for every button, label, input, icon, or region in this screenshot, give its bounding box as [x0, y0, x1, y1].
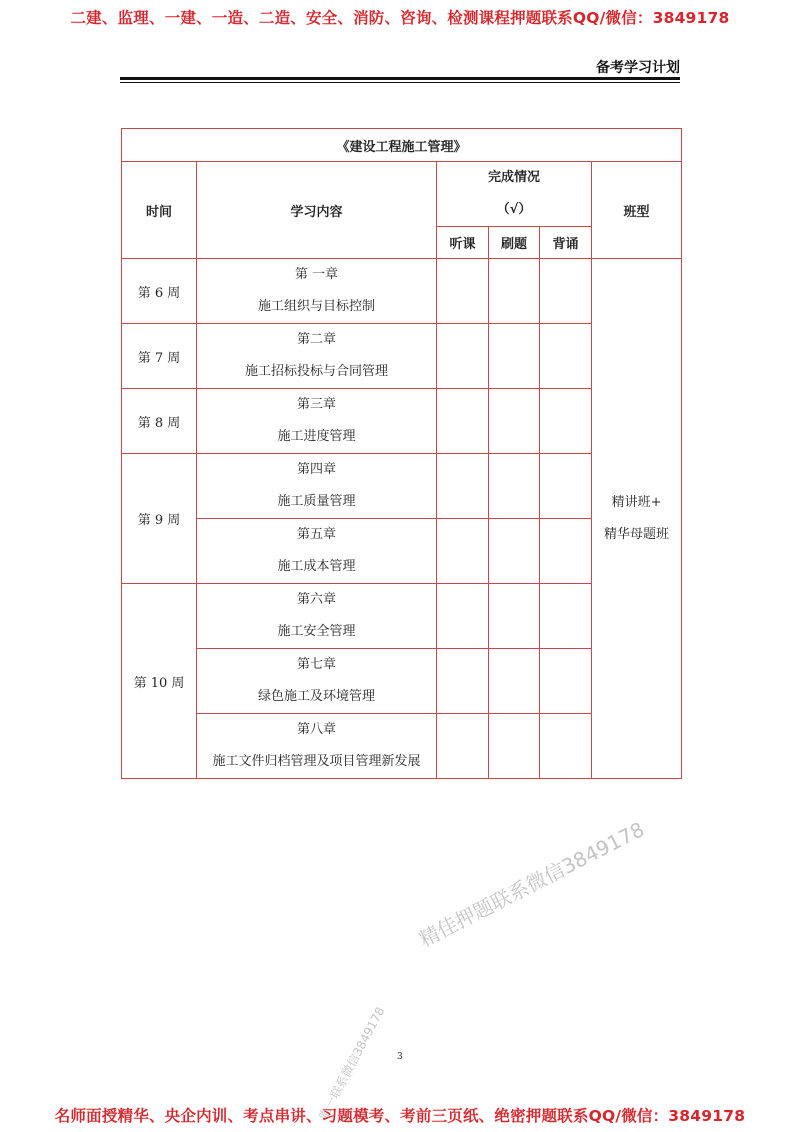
listen-check-cell[interactable]: [437, 519, 489, 584]
chapter-cell: [197, 324, 437, 389]
header-practice: 刷题: [489, 227, 540, 259]
table-title: 《建设工程施工管理》: [122, 129, 682, 162]
listen-check-cell[interactable]: [437, 389, 489, 454]
week-cell: 第 6 周: [122, 259, 197, 324]
header-status: [437, 162, 592, 227]
header-class: 班型: [592, 162, 682, 259]
chapter-cell: [197, 649, 437, 714]
header-rule-thin: [120, 82, 680, 83]
bottom-promo-banner: 名师面授精华、央企内训、考点串讲、习题模考、考前三页纸、绝密押题联系QQ/微信：3849178: [54, 1107, 746, 1125]
header-rule-thick: [120, 77, 680, 80]
top-promo-banner: 二建、监理、一建、一造、二造、安全、消防、咨询、检测课程押题联系QQ/微信：3849178: [70, 9, 730, 27]
chapter-title: 施工组织与目标控制: [257, 299, 375, 314]
practice-check-cell[interactable]: [489, 584, 540, 649]
watermark-text: 精佳押题联系微信3849178: [415, 817, 649, 952]
chapter-cell: [197, 454, 437, 519]
chapter-cell: [197, 714, 437, 779]
week-cell: 第 7 周: [122, 324, 197, 389]
chapter-cell: [197, 389, 437, 454]
class-type-cell: [592, 259, 682, 779]
listen-check-cell[interactable]: [437, 714, 489, 779]
recite-check-cell[interactable]: [540, 389, 592, 454]
recite-check-cell[interactable]: [540, 454, 592, 519]
recite-check-cell[interactable]: [540, 584, 592, 649]
page-number: 3: [397, 1052, 403, 1062]
practice-check-cell[interactable]: [489, 519, 540, 584]
study-plan-table: [121, 128, 682, 779]
week-cell: 第 8 周: [122, 389, 197, 454]
chapter-number: 第 一章: [294, 267, 339, 282]
recite-check-cell[interactable]: [540, 649, 592, 714]
practice-check-cell[interactable]: [489, 389, 540, 454]
header-recite: 背诵: [540, 227, 592, 259]
class-type-line2: 精华母题班: [604, 526, 670, 542]
header-status-label: 完成情况: [487, 170, 540, 185]
header-content: 学习内容: [197, 162, 437, 259]
recite-check-cell[interactable]: [540, 324, 592, 389]
chapter-number: 第六章: [296, 592, 336, 607]
chapter-number: 第二章: [296, 332, 336, 347]
chapter-title: 施工进度管理: [277, 429, 356, 444]
chapter-title: 施工安全管理: [277, 624, 356, 639]
chapter-title: 绿色施工及环境管理: [257, 689, 375, 704]
week-cell: 第 10 周: [122, 584, 197, 779]
chapter-cell: [197, 584, 437, 649]
chapter-number: 第八章: [296, 722, 336, 737]
chapter-number: 第四章: [296, 462, 336, 477]
chapter-cell: [197, 259, 437, 324]
header-status-mark: （√）: [496, 202, 532, 217]
chapter-title: 施工文件归档管理及项目管理新发展: [212, 754, 421, 769]
chapter-title: 施工招标投标与合同管理: [244, 364, 388, 379]
listen-check-cell[interactable]: [437, 649, 489, 714]
watermark-text-small: 唯一联系微信3849178: [316, 1004, 388, 1123]
chapter-title: 施工成本管理: [277, 559, 356, 574]
practice-check-cell[interactable]: [489, 714, 540, 779]
header-time: 时间: [122, 162, 197, 259]
recite-check-cell[interactable]: [540, 714, 592, 779]
recite-check-cell[interactable]: [540, 259, 592, 324]
practice-check-cell[interactable]: [489, 259, 540, 324]
week-cell: 第 9 周: [122, 454, 197, 584]
practice-check-cell[interactable]: [489, 454, 540, 519]
class-type-line1: 精讲班+: [611, 494, 662, 510]
listen-check-cell[interactable]: [437, 259, 489, 324]
chapter-number: 第七章: [296, 657, 336, 672]
chapter-title: 施工质量管理: [277, 494, 356, 509]
chapter-number: 第五章: [296, 527, 336, 542]
chapter-cell: [197, 519, 437, 584]
listen-check-cell[interactable]: [437, 324, 489, 389]
chapter-number: 第三章: [296, 397, 336, 412]
practice-check-cell[interactable]: [489, 324, 540, 389]
listen-check-cell[interactable]: [437, 584, 489, 649]
page-header-title: 备考学习计划: [596, 60, 680, 76]
recite-check-cell[interactable]: [540, 519, 592, 584]
listen-check-cell[interactable]: [437, 454, 489, 519]
header-listen: 听课: [437, 227, 489, 259]
practice-check-cell[interactable]: [489, 649, 540, 714]
